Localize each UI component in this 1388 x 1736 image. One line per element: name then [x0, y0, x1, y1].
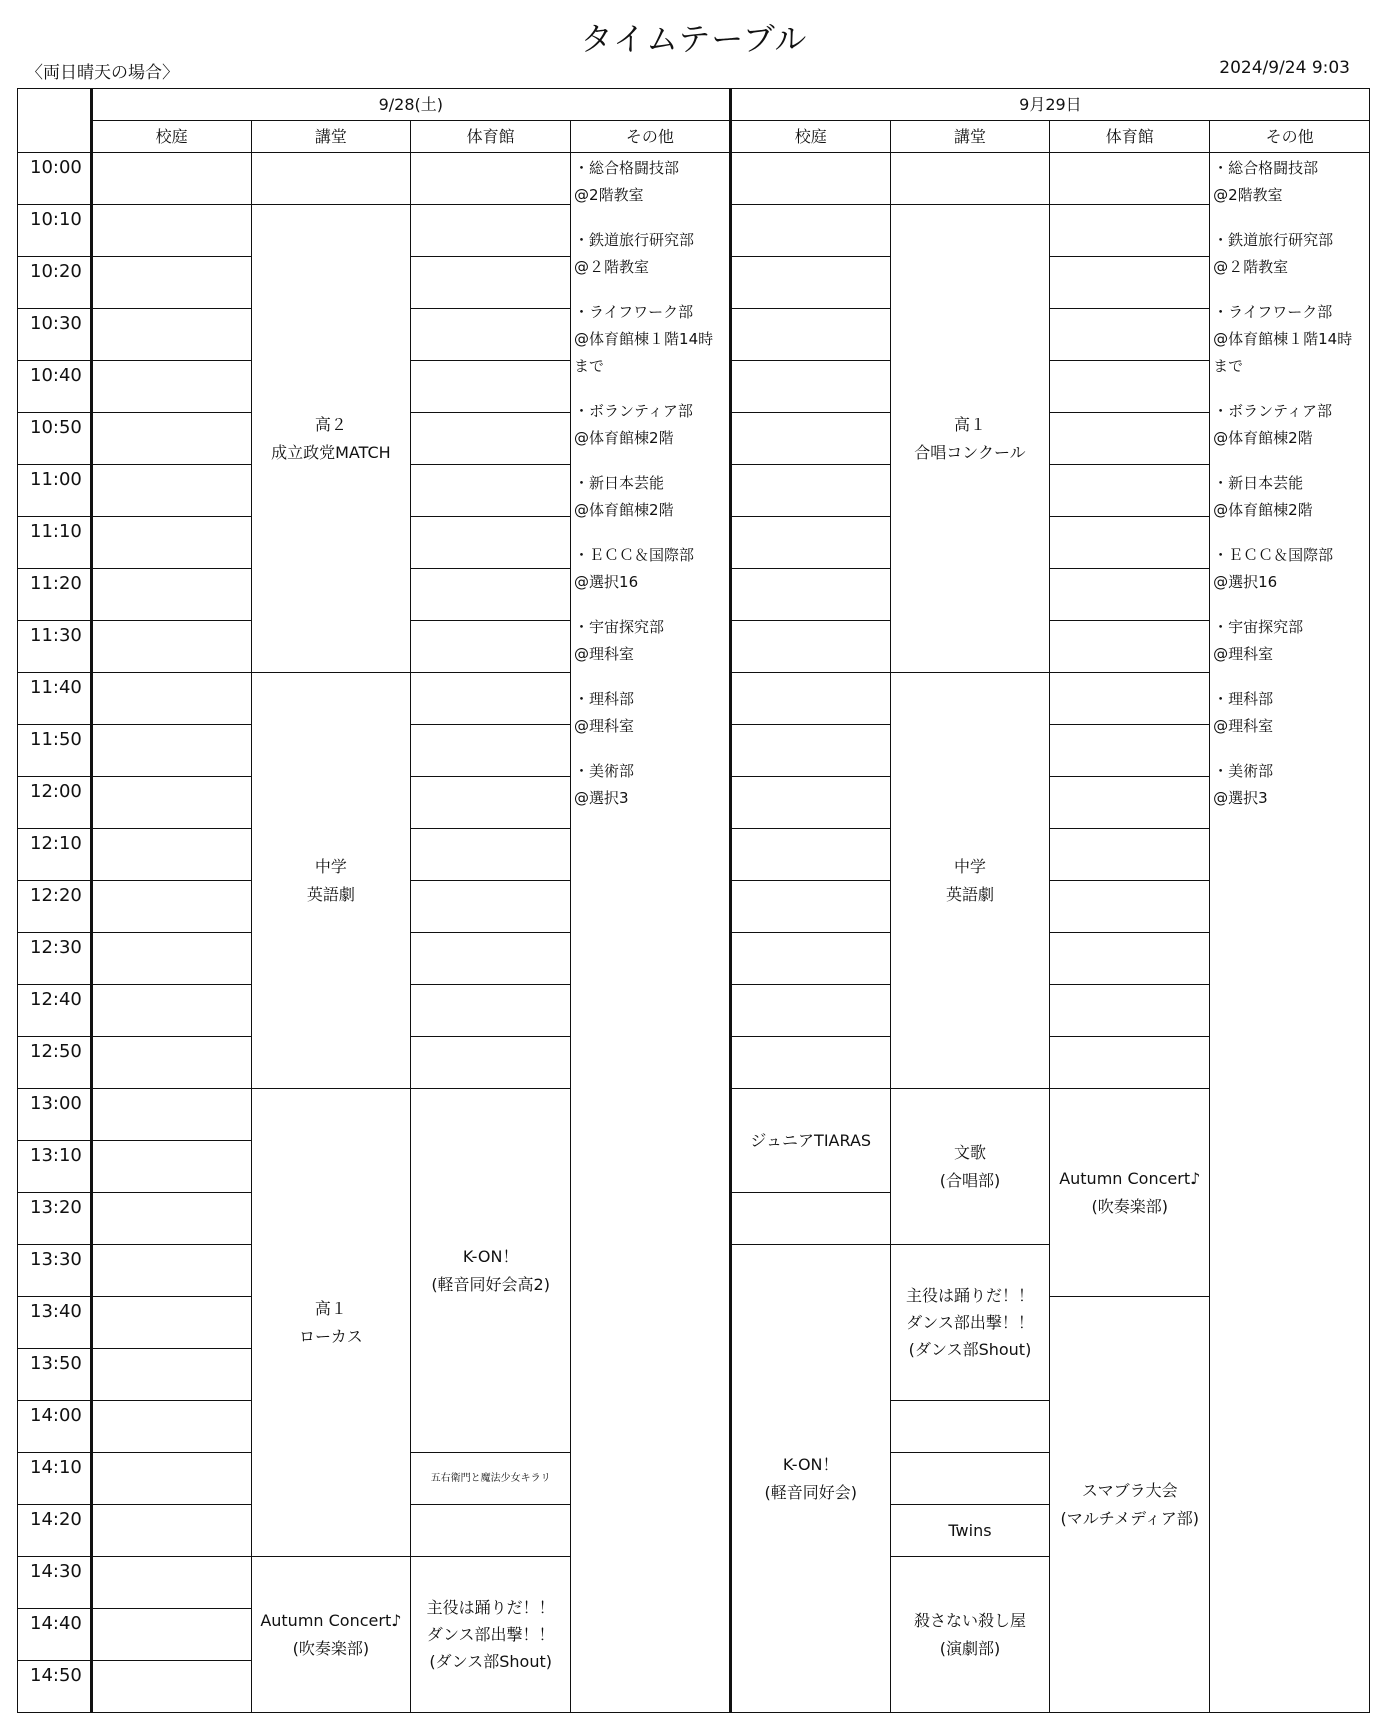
- time-label: 11:20: [18, 569, 92, 621]
- day2-kotei-slot: [730, 517, 890, 569]
- day1-kodo-slot: [251, 153, 411, 205]
- time-label: 10:00: [18, 153, 92, 205]
- time-label: 10:50: [18, 413, 92, 465]
- time-label: 13:20: [18, 1193, 92, 1245]
- day1-taiikukan-slot: [411, 465, 571, 517]
- day2-kodo-event: 中学 英語劇: [890, 673, 1050, 1089]
- corner-cell: [18, 89, 92, 153]
- timestamp: 2024/9/24 9:03: [1219, 58, 1350, 78]
- day2-kotei-slot: [730, 153, 890, 205]
- day2-col-kotei: 校庭: [730, 121, 890, 153]
- day1-kotei-slot: [91, 517, 251, 569]
- day1-kotei-slot: [91, 465, 251, 517]
- other-item: ・ボランティア部 @体育館棟2階: [574, 402, 693, 447]
- time-label: 11:10: [18, 517, 92, 569]
- day1-taiikukan-slot: [411, 569, 571, 621]
- other-item: ・宇宙探究部 @理科室: [1213, 618, 1304, 663]
- day1-kotei-slot: [91, 1193, 251, 1245]
- day2-kotei-slot: [730, 257, 890, 309]
- day1-kotei-slot: [91, 1297, 251, 1349]
- day1-kotei-slot: [91, 777, 251, 829]
- time-label: 10:10: [18, 205, 92, 257]
- day2-kodo-event: 文歌 (合唱部): [890, 1089, 1050, 1245]
- time-label: 11:30: [18, 621, 92, 673]
- other-item: ・新日本芸能 @体育館棟2階: [574, 474, 674, 519]
- day1-col-other: その他: [571, 121, 731, 153]
- day2-taiikukan-slot: [1050, 309, 1210, 361]
- day2-taiikukan-slot: [1050, 621, 1210, 673]
- other-item: ・宇宙探究部 @理科室: [574, 618, 665, 663]
- day1-taiikukan-slot: [411, 153, 571, 205]
- day2-kodo-slot: [890, 1401, 1050, 1453]
- day1-kotei-slot: [91, 985, 251, 1037]
- day1-col-taiikukan: 体育館: [411, 121, 571, 153]
- day2-kotei-slot: [730, 569, 890, 621]
- day2-kodo-event: Twins: [890, 1505, 1050, 1557]
- day2-kotei-slot: [730, 725, 890, 777]
- other-item: ・鉄道旅行研究部 @２階教室: [1213, 231, 1334, 276]
- day2-kotei-slot: [730, 985, 890, 1037]
- day1-taiikukan-slot: [411, 309, 571, 361]
- day1-kotei-slot: [91, 829, 251, 881]
- time-label: 11:50: [18, 725, 92, 777]
- time-label: 12:10: [18, 829, 92, 881]
- day1-taiikukan-slot: [411, 725, 571, 777]
- time-label: 12:50: [18, 1037, 92, 1089]
- day1-kotei-slot: [91, 673, 251, 725]
- day2-kotei-event: ジュニアTIARAS: [730, 1089, 890, 1193]
- other-item: ・総合格闘技部 @2階教室: [1213, 159, 1319, 204]
- time-label: 13:10: [18, 1141, 92, 1193]
- day2-taiikukan-slot: [1050, 517, 1210, 569]
- day2-kotei-slot: [730, 933, 890, 985]
- day2-taiikukan-slot: [1050, 777, 1210, 829]
- time-label: 14:30: [18, 1557, 92, 1609]
- day1-kotei-slot: [91, 725, 251, 777]
- weather-note: 〈両日晴天の場合〉: [26, 63, 179, 83]
- time-label: 12:20: [18, 881, 92, 933]
- day2-taiikukan-slot: [1050, 205, 1210, 257]
- day2-other-list: [1210, 153, 1370, 1713]
- day1-taiikukan-slot: [411, 777, 571, 829]
- day1-kodo-event: 中学 英語劇: [251, 673, 411, 1089]
- time-label: 13:30: [18, 1245, 92, 1297]
- day2-kotei-slot: [730, 465, 890, 517]
- day1-taiikukan-slot: [411, 985, 571, 1037]
- day2-taiikukan-slot: [1050, 725, 1210, 777]
- day2-kodo-slot: [890, 1453, 1050, 1505]
- other-item: ・総合格闘技部 @2階教室: [574, 159, 680, 204]
- day1-col-kodo: 講堂: [251, 121, 411, 153]
- day2-taiikukan-slot: [1050, 465, 1210, 517]
- day2-kodo-event: 高１ 合唱コンクール: [890, 205, 1050, 673]
- day2-taiikukan-slot: [1050, 153, 1210, 205]
- day1-kotei-slot: [91, 1609, 251, 1661]
- day2-taiikukan-slot: [1050, 569, 1210, 621]
- day1-kotei-slot: [91, 1505, 251, 1557]
- day1-kotei-slot: [91, 1089, 251, 1141]
- day2-taiikukan-slot: [1050, 361, 1210, 413]
- day2-kodo-slot: [890, 153, 1050, 205]
- time-label: 12:00: [18, 777, 92, 829]
- day2-kotei-slot: [730, 777, 890, 829]
- time-label: 13:00: [18, 1089, 92, 1141]
- day2-taiikukan-slot: [1050, 1037, 1210, 1089]
- day1-taiikukan-slot: [411, 829, 571, 881]
- day2-kotei-slot: [730, 881, 890, 933]
- time-label: 14:00: [18, 1401, 92, 1453]
- day1-kotei-slot: [91, 1037, 251, 1089]
- day2-kodo-event: 主役は踊りだ！！ ダンス部出撃！！ (ダンス部Shout): [890, 1245, 1050, 1401]
- time-label: 10:30: [18, 309, 92, 361]
- day1-kodo-event: 高２ 成立政党MATCH: [251, 205, 411, 673]
- day2-taiikukan-slot: [1050, 985, 1210, 1037]
- day2-kotei-slot: [730, 205, 890, 257]
- day1-kotei-slot: [91, 361, 251, 413]
- day1-kotei-slot: [91, 569, 251, 621]
- day1-kotei-slot: [91, 1245, 251, 1297]
- time-label: 13:50: [18, 1349, 92, 1401]
- day1-taiikukan-slot: [411, 933, 571, 985]
- day2-kodo-event: 殺さない殺し屋 (演劇部): [890, 1557, 1050, 1713]
- day1-other-list: [571, 153, 731, 1713]
- day2-col-taiikukan: 体育館: [1050, 121, 1210, 153]
- day1-taiikukan-event: 主役は踊りだ！！ ダンス部出撃！！ (ダンス部Shout): [411, 1557, 571, 1713]
- day1-taiikukan-slot: [411, 1505, 571, 1557]
- day1-taiikukan-slot: [411, 621, 571, 673]
- time-label: 12:30: [18, 933, 92, 985]
- day2-taiikukan-slot: [1050, 829, 1210, 881]
- day1-kotei-slot: [91, 413, 251, 465]
- day1-taiikukan-slot: [411, 881, 571, 933]
- day1-kotei-slot: [91, 1141, 251, 1193]
- other-item: ・美術部 @選択3: [574, 762, 635, 807]
- day1-taiikukan-slot: [411, 413, 571, 465]
- day1-kotei-slot: [91, 205, 251, 257]
- time-label: 13:40: [18, 1297, 92, 1349]
- day1-taiikukan-slot: [411, 257, 571, 309]
- other-item: ・ライフワーク部 @体育館棟１階14時まで: [574, 303, 714, 375]
- time-label: 12:40: [18, 985, 92, 1037]
- other-item: ・理科部 @理科室: [1213, 690, 1274, 735]
- other-item: ・ＥＣＣ＆国際部 @選択16: [1213, 546, 1334, 591]
- page-title: タイムテーブル: [580, 20, 808, 58]
- day1-taiikukan-slot: [411, 361, 571, 413]
- time-label: 10:20: [18, 257, 92, 309]
- day1-kotei-slot: [91, 1557, 251, 1609]
- day2-taiikukan-slot: [1050, 673, 1210, 725]
- day2-taiikukan-event: スマブラ大会 (マルチメディア部): [1050, 1297, 1210, 1713]
- other-item: ・ライフワーク部 @体育館棟１階14時まで: [1213, 303, 1353, 375]
- day2-kotei-slot: [730, 829, 890, 881]
- day2-taiikukan-event: Autumn Concert♪ (吹奏楽部): [1050, 1089, 1210, 1297]
- time-label: 10:40: [18, 361, 92, 413]
- other-item: ・鉄道旅行研究部 @２階教室: [574, 231, 695, 276]
- day1-taiikukan-slot: [411, 673, 571, 725]
- day2-kotei-slot: [730, 673, 890, 725]
- day1-kodo-event: Autumn Concert♪ (吹奏楽部): [251, 1557, 411, 1713]
- day1-taiikukan-slot: [411, 517, 571, 569]
- time-label: 14:10: [18, 1453, 92, 1505]
- other-item: ・理科部 @理科室: [574, 690, 635, 735]
- day2-col-other: その他: [1210, 121, 1370, 153]
- time-label: 11:40: [18, 673, 92, 725]
- day2-kotei-slot: [730, 1193, 890, 1245]
- day1-kotei-slot: [91, 257, 251, 309]
- day2-taiikukan-slot: [1050, 881, 1210, 933]
- day2-kotei-slot: [730, 413, 890, 465]
- day1-kotei-slot: [91, 153, 251, 205]
- time-label: 14:20: [18, 1505, 92, 1557]
- day1-kodo-event: 高１ ローカス: [251, 1089, 411, 1557]
- timetable: [17, 88, 1370, 1713]
- day1-taiikukan-event: K-ON！ (軽音同好会高2): [411, 1089, 571, 1453]
- time-label: 11:00: [18, 465, 92, 517]
- day2-taiikukan-slot: [1050, 257, 1210, 309]
- day1-taiikukan-slot: [411, 205, 571, 257]
- day2-kotei-slot: [730, 361, 890, 413]
- day2-col-kodo: 講堂: [890, 121, 1050, 153]
- day1-kotei-slot: [91, 621, 251, 673]
- day1-kotei-slot: [91, 1349, 251, 1401]
- day2-kotei-slot: [730, 621, 890, 673]
- day2-kotei-slot: [730, 1037, 890, 1089]
- day2-taiikukan-slot: [1050, 933, 1210, 985]
- day1-taiikukan-slot: [411, 1037, 571, 1089]
- day2-kotei-event: K-ON！ (軽音同好会): [730, 1245, 890, 1713]
- time-label: 14:40: [18, 1609, 92, 1661]
- day1-kotei-slot: [91, 881, 251, 933]
- time-label: 14:50: [18, 1661, 92, 1713]
- day1-kotei-slot: [91, 309, 251, 361]
- day1-kotei-slot: [91, 933, 251, 985]
- day2-taiikukan-slot: [1050, 413, 1210, 465]
- other-item: ・ボランティア部 @体育館棟2階: [1213, 402, 1332, 447]
- day1-kotei-slot: [91, 1453, 251, 1505]
- day1-kotei-slot: [91, 1661, 251, 1713]
- other-item: ・美術部 @選択3: [1213, 762, 1274, 807]
- other-item: ・新日本芸能 @体育館棟2階: [1213, 474, 1313, 519]
- other-item: ・ＥＣＣ＆国際部 @選択16: [574, 546, 695, 591]
- day1-kotei-slot: [91, 1401, 251, 1453]
- day2-header: 9月29日: [730, 89, 1369, 121]
- day1-col-kotei: 校庭: [91, 121, 251, 153]
- day1-taiikukan-event: 五右衛門と魔法少女キラリ: [411, 1453, 571, 1505]
- day2-kotei-slot: [730, 309, 890, 361]
- day1-header: 9/28(土): [91, 89, 730, 121]
